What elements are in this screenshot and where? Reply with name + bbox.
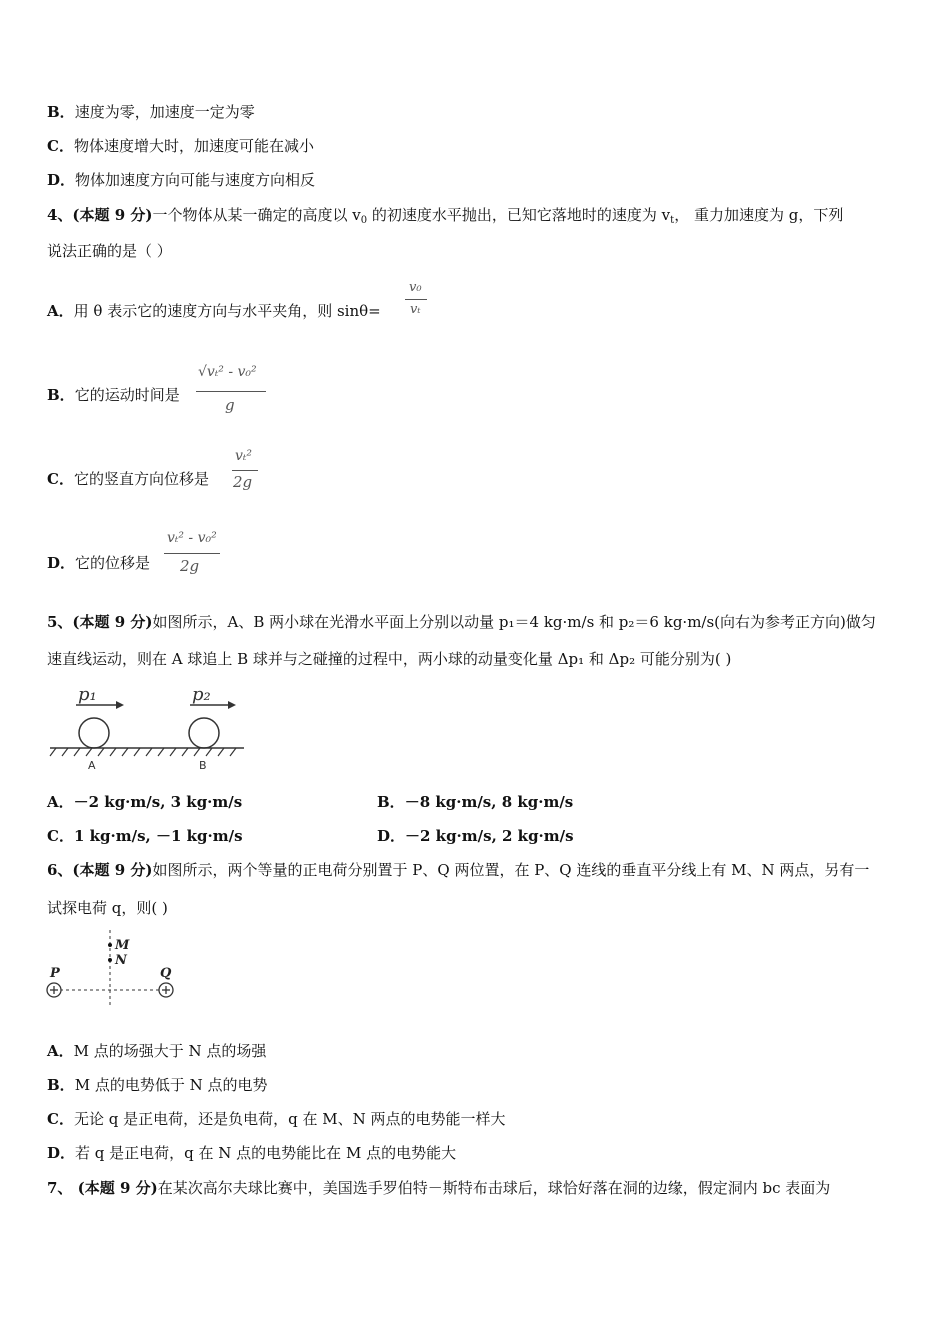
q4-option-b-formula [196, 362, 268, 418]
formula-denominator: vₜ [410, 302, 421, 317]
formula-numerator: v₀ [409, 280, 422, 295]
q5-option-c: C．1 kg·m/s, －1 kg·m/s [47, 827, 243, 845]
q4-option-c-formula [232, 446, 262, 498]
formula-denominator: 2g [180, 557, 200, 575]
q4-option-a: A．用 θ 表示它的速度方向与水平夹角，则 sinθ= [47, 302, 381, 320]
formula-numerator: vₜ² [235, 448, 252, 464]
q6-option-a: A．M 点的场强大于 N 点的场强 [47, 1042, 267, 1060]
q6-option-b: B．M 点的电势低于 N 点的电势 [47, 1076, 268, 1094]
p1-arrow-head [116, 701, 124, 709]
q5-option-b: B．－8 kg·m/s, 8 kg·m/s [377, 793, 574, 811]
q6-figure [44, 928, 184, 1008]
q5-stem-line1: 5、(本题 9 分)如图所示，A、B 两小球在光滑水平面上分别以动量 p₁＝4 kg·m/s 和 p₂＝6 kg·m/s(向右为参考正方向)做匀 [47, 613, 876, 631]
q6-option-c: C．无论 q 是正电荷，还是负电荷，q 在 M、N 两点的电势能一样大 [47, 1110, 506, 1128]
q4-option-d: D．它的位移是 [47, 554, 151, 572]
formula-numerator: √vₜ² - v₀² [198, 364, 257, 380]
q4-stem-line1: 4、(本题 9 分)一个物体从某一确定的高度以 $v_0$ 的初速度水平抛出，已知它落地时的速度为 $v_t$， 重力加速度为 g，下列 [47, 206, 844, 226]
q5-option-a: A．－2 kg·m/s, 3 kg·m/s [47, 793, 243, 811]
q6-stem-line2: 试探电荷 q，则( ) [47, 899, 168, 917]
label-p: P [50, 966, 60, 981]
point-n [108, 958, 112, 962]
q4-stem-line2: 说法正确的是（ ） [47, 242, 172, 260]
q5-stem-line2: 速直线运动，则在 A 球追上 B 球并与之碰撞的过程中，两小球的动量变化量 Δp₁ 和 Δp₂ 可能分别为( ) [47, 650, 732, 668]
q5-option-d: D．－2 kg·m/s, 2 kg·m/s [377, 827, 574, 845]
ball-b-label: B [199, 759, 207, 772]
p2-arrow-head [228, 701, 236, 709]
formula-numerator: vₜ² - v₀² [167, 530, 217, 546]
q6-stem-line1: 6、(本题 9 分)如图所示，两个等量的正电荷分别置于 P、Q 两位置，在 P、Q 连线的垂直平分线上有 M、N 两点，另有一 [47, 861, 870, 879]
formula-denominator: 2g [233, 473, 253, 491]
ball-a [79, 718, 109, 748]
q4-option-d-formula [164, 528, 222, 580]
formula-denominator: g [225, 396, 235, 414]
p2-label: p₂ [192, 684, 211, 705]
label-m: M [115, 938, 130, 953]
q5-figure [48, 680, 248, 775]
q3-option-c: C．物体速度增大时，加速度可能在减小 [47, 137, 314, 155]
label-n: N [115, 953, 127, 968]
p1-label: p₁ [78, 684, 97, 705]
ground-hatching [50, 748, 236, 756]
q4-option-a-formula [405, 280, 429, 324]
ball-a-label: A [88, 759, 96, 772]
ball-b [189, 718, 219, 748]
q3-option-d: D．物体加速度方向可能与速度方向相反 [47, 171, 316, 189]
q4-option-c: C．它的竖直方向位移是 [47, 470, 209, 488]
q6-option-d: D．若 q 是正电荷，q 在 N 点的电势能比在 M 点的电势能大 [47, 1144, 457, 1162]
label-q: Q [160, 966, 172, 981]
q4-option-b: B．它的运动时间是 [47, 386, 180, 404]
point-m [108, 943, 112, 947]
q3-option-b: B．速度为零，加速度一定为零 [47, 103, 255, 121]
q7-stem-line1: 7、 (本题 9 分)在某次高尔夫球比赛中，美国选手罗伯特－斯特布击球后，球恰好落在洞的边缘，假定洞内 bc 表面为 [47, 1179, 831, 1197]
